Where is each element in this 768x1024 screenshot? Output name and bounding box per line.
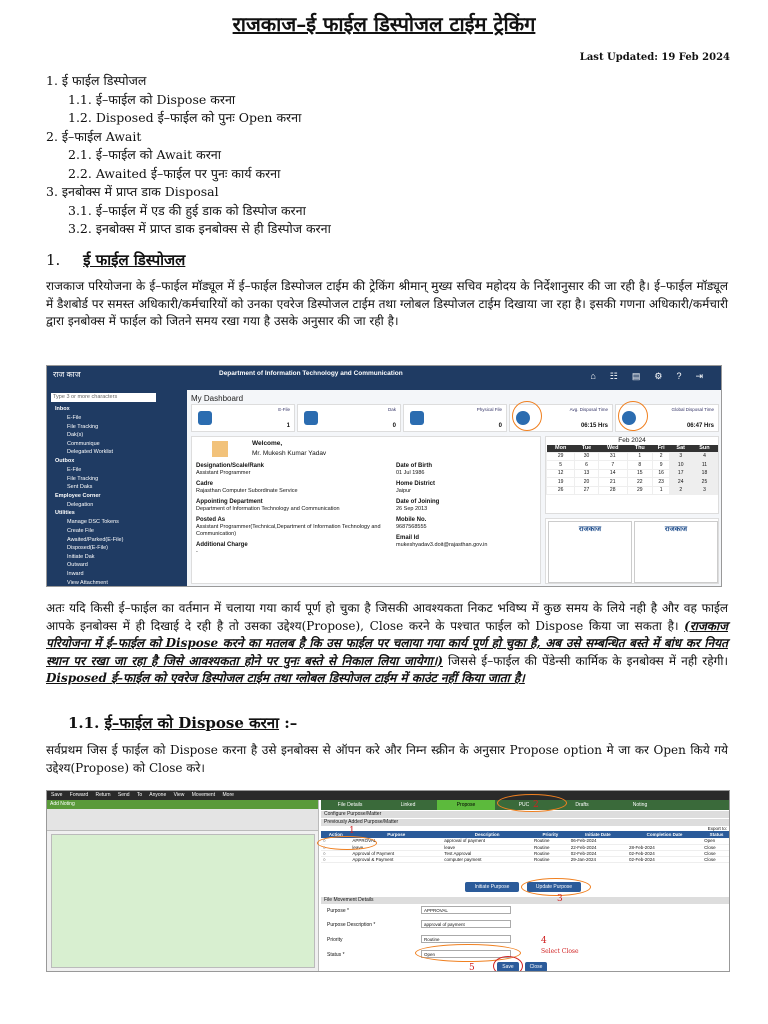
- posted-as-value: Assistant Programmer(Technical,Department of Information Technology and Communication): [196, 524, 381, 537]
- description-label: Purpose Description *: [327, 922, 376, 928]
- sidebar-item[interactable]: File Tracking: [67, 423, 99, 430]
- toc-item[interactable]: 1.1. ई–फाईल को Dispose करना: [68, 91, 236, 107]
- table-cell: leave: [350, 844, 442, 850]
- tab-drafts[interactable]: Drafts: [575, 802, 589, 808]
- calendar-day[interactable]: 28: [598, 486, 627, 495]
- calendar-day[interactable]: 9: [652, 461, 670, 470]
- table-of-contents: [46, 72, 331, 239]
- additional-charge-value: -: [196, 549, 198, 555]
- export-label: Export to:: [707, 826, 727, 831]
- purpose-col-header: Purpose: [350, 831, 442, 838]
- table-cell: Routine: [532, 838, 569, 844]
- table-cell: 06-Feb-2024: [569, 838, 627, 844]
- doj-value: 26 Sep 2013: [396, 506, 428, 512]
- dashboard-screenshot: [46, 365, 722, 587]
- description-input[interactable]: approval of payment: [421, 920, 511, 928]
- gear-icon[interactable]: ⚙: [654, 371, 677, 381]
- sidebar-item[interactable]: Disposed(E-File): [67, 545, 108, 552]
- step-number-5: 5: [469, 963, 475, 972]
- table-cell: Test Approval: [442, 850, 532, 856]
- card-label: Global Disposal Time: [671, 407, 714, 412]
- toc-item[interactable]: 3.2. इनबोक्स में प्राप्त डाक इनबोक्स से ही डिस्पोज करना: [68, 221, 331, 236]
- table-cell: 02-Feb-2024: [627, 856, 702, 862]
- save-button[interactable]: Save: [497, 962, 519, 972]
- table-cell: Open: [702, 838, 730, 844]
- sidebar-item[interactable]: E-File: [67, 415, 82, 421]
- home-district-value: Jaipur: [396, 488, 411, 494]
- row-radio[interactable]: ○: [321, 838, 350, 844]
- para2-text-c: जिससे ई–फाईल की पेंडेन्सी कार्मिक के इनबोक्स में नही रहेगी।: [442, 653, 728, 668]
- select-close-note: Select Close: [541, 948, 579, 955]
- purpose-input[interactable]: APPROVAL: [421, 906, 511, 914]
- calendar-day-header: Wed: [598, 445, 627, 452]
- calendar-day[interactable]: 1: [652, 486, 670, 495]
- sidebar-item[interactable]: Communique: [67, 440, 100, 447]
- sidebar-item[interactable]: Delegated Worklist: [67, 449, 114, 456]
- card-label: Physical File: [476, 407, 502, 412]
- toc-item[interactable]: 2.2. Awaited ई–फाईल पर पुनः कार्य करना: [68, 165, 281, 181]
- additional-charge-label: Additional Charge: [196, 542, 248, 548]
- section-1-paragraph: राजकाज परियोजना के ई–फाईल मॉड्यूल में ई–फाईल डिस्पोजल टाईम की ट्रेकिंग श्रीमान् मुख्य सचिव महोदय के निर्देशानुसार की जा रही है। ई–फाईल मॉड्यूल में डैशबोर्ड पर समस्त अधिकारी/कर्मचारियों को उनका एवरेज डिस्पोजल टाईम तथा ग्लोबल डिस्पोजल टाईम दिखाया जा रहा है। इसकी गणना अधिकारी/कर्मचारी द्वारा इनबोक्स में फाईल को जितने समय रखा गया है उसके अनुसार की जा रही है।: [46, 279, 728, 328]
- calendar-widget: [545, 436, 719, 514]
- calendar-grid: [546, 445, 718, 495]
- sidebar-group[interactable]: Utilities: [55, 510, 75, 517]
- rajkaj-tile[interactable]: राजकाज: [548, 521, 632, 583]
- table-cell: 02-Feb-2024: [627, 850, 702, 856]
- last-updated: Last Updated: 19 Feb 2024: [579, 52, 730, 63]
- sidebar-group[interactable]: Inbox: [55, 406, 70, 412]
- para2-text-a: अतः यदि किसी ई–फाईल का वर्तमान में चलाया गया कार्य पूर्ण हो चुका है जिसकी आवश्यकता निकट भविष्य में कुछ समय के लिये नही है और वह फाईल आपके इनबोक्स में ही दिखाई दे रही है तो उसका उद्देश्य(Propose), Close करने के पश्चात फाईल को Dispose किया जा सकता है।: [46, 601, 728, 633]
- calendar-day-header: Sat: [670, 445, 691, 452]
- purpose-col-header: Initiate Date: [569, 831, 627, 838]
- sidebar-item[interactable]: Dak(s): [67, 432, 84, 439]
- calendar-day[interactable]: 2: [670, 486, 691, 495]
- calendar-day[interactable]: 20: [575, 478, 598, 487]
- calendar-day[interactable]: 17: [670, 469, 691, 478]
- propose-screenshot: [46, 790, 730, 972]
- sidebar-item[interactable]: View Attachment: [67, 579, 108, 586]
- appointing-dept-label: Appointing Department: [196, 499, 263, 505]
- dashboard-title: My Dashboard: [191, 394, 244, 403]
- noting-panel: [47, 800, 319, 972]
- table-cell: 29-Jan-2024: [569, 856, 627, 862]
- calendar-day[interactable]: 21: [598, 478, 627, 487]
- sidebar-item[interactable]: E-File: [67, 466, 82, 473]
- calendar-day[interactable]: 22: [627, 478, 652, 487]
- card-value: 0: [392, 423, 396, 429]
- table-cell: Close: [702, 844, 730, 850]
- users-icon[interactable]: ☷: [609, 371, 632, 381]
- calendar-day[interactable]: 16: [652, 469, 670, 478]
- sidebar-item[interactable]: Manage DSC Tokens: [67, 519, 119, 526]
- appointing-dept-value: Department of Information Technology and Communication: [196, 506, 340, 512]
- profile-panel: [191, 436, 541, 584]
- section-1-1-paragraph: सर्वप्रथम जिस ई फाईल को Dispose करना है उसे इनबोक्स से ऑपन करे और निम्न स्क्रीन के अनुसार Propose option मे जा कर Open किये गये उद्देश्य(Propose) को Close करे।: [46, 743, 728, 775]
- noting-header: Add Noting: [47, 800, 318, 809]
- card-label: Avg. Disposal Time: [569, 407, 608, 412]
- sidebar-group[interactable]: Employee Corner: [55, 492, 101, 499]
- noting-editor[interactable]: [51, 834, 315, 968]
- toc-item[interactable]: 3. इनबोक्स में प्राप्त डाक Disposal: [46, 184, 219, 199]
- calendar-day[interactable]: 24: [670, 478, 691, 487]
- card-global-disposal[interactable]: [615, 404, 719, 432]
- step-number-3: 3: [557, 894, 563, 904]
- table-cell: approval of payment: [442, 838, 532, 844]
- sidebar-item[interactable]: Outward: [67, 562, 88, 569]
- status-select[interactable]: Open: [421, 950, 511, 958]
- topbar-icons: [590, 371, 717, 382]
- para2-highlight: (राजकाज परियोजना में ई–फाईल को Dispose करने का मतलब है कि उस फाईल पर चलाया गया कार्य पूर्ण हो चुका है, अब उसे सम्बन्धित बस्ते में बांध कर नियत स्थान पर रखा जा रहा है जिसे आवश्यकता होने पर पुनः बस्ते से निकाल लिया जायेगा।): [46, 618, 728, 668]
- dashboard-main: [187, 390, 722, 587]
- posted-as-label: Posted As: [196, 517, 226, 523]
- calendar-day[interactable]: 14: [598, 469, 627, 478]
- table-cell: computer payment: [442, 856, 532, 862]
- initiate-purpose-button[interactable]: Initiate Purpose: [465, 882, 519, 892]
- calendar-day[interactable]: 10: [670, 461, 691, 470]
- section-1-heading: [46, 250, 185, 270]
- calendar-day[interactable]: 19: [547, 478, 575, 487]
- home-district-label: Home District: [396, 481, 436, 487]
- para2-note: Disposed ई–फाईल को एवरेज डिस्पोजल टाईम तथा ग्लोबल डिस्पोजल टाईम में काउंट नहीं किया जाता है।: [46, 671, 525, 685]
- calendar-day[interactable]: 8: [627, 461, 652, 470]
- file-toolbar[interactable]: Save Forward Return Send To Anyone View Movement More: [47, 791, 730, 800]
- app-tiles: [545, 518, 719, 584]
- purpose-col-header: Status: [702, 831, 730, 838]
- toc-item[interactable]: 1.2. Disposed ई–फाईल को पुनः Open करना: [68, 110, 302, 125]
- table-cell: Approval & Payment: [350, 856, 442, 862]
- table-cell: Approval of Payment: [350, 850, 442, 856]
- home-icon[interactable]: ⌂: [590, 371, 610, 381]
- purpose-col-header: Completion Date: [627, 831, 702, 838]
- tab-highlight-ring: [497, 794, 567, 812]
- calendar-day-header: Mon: [547, 445, 575, 452]
- row-radio[interactable]: ○: [321, 856, 350, 862]
- section-1-paragraph-2: [46, 600, 728, 688]
- calendar-day[interactable]: 25: [691, 478, 717, 487]
- sidebar-item[interactable]: Delegation: [67, 501, 94, 508]
- sidebar-item[interactable]: Create File: [67, 527, 94, 534]
- calendar-day[interactable]: 11: [691, 461, 717, 470]
- update-highlight-ring: [521, 878, 591, 896]
- card-physical-file[interactable]: [403, 404, 507, 432]
- calendar-day[interactable]: 4: [691, 452, 717, 461]
- update-purpose-button[interactable]: Update Purpose: [527, 882, 581, 892]
- designation-value: Assistant Programmer: [196, 470, 251, 476]
- section-title: ई फाईल डिस्पोजल: [83, 251, 186, 269]
- section-number: 1.: [46, 251, 61, 269]
- email-label: Email Id: [396, 535, 420, 541]
- section-1-1-heading: [68, 713, 297, 733]
- step-number-1: 1: [349, 826, 355, 836]
- calendar-day[interactable]: 27: [575, 486, 598, 495]
- section-suffix: :–: [278, 714, 298, 732]
- mobile-label: Mobile No.: [396, 517, 427, 523]
- previous-section: Previously Added Purpose/Matter: [321, 819, 730, 826]
- tab-propose[interactable]: Propose: [437, 800, 495, 810]
- editor-toolbar[interactable]: [47, 809, 318, 831]
- efile-icon: [198, 411, 212, 425]
- stat-cards: [191, 404, 719, 432]
- cadre-value: Rajasthan Computer Subordinate Service: [196, 488, 298, 494]
- tab-noting[interactable]: Noting: [632, 802, 648, 808]
- purpose-label: Purpose *: [327, 908, 349, 914]
- table-cell: 22-Feb-2024: [569, 844, 627, 850]
- table-cell: Close: [702, 850, 730, 856]
- stopwatch-icon: [622, 411, 636, 425]
- priority-label: Priority: [327, 937, 343, 943]
- step-number-2: 2: [533, 800, 539, 810]
- card-value: 1: [286, 423, 290, 429]
- card-avg-disposal[interactable]: [509, 404, 613, 432]
- table-cell: Routine: [532, 850, 569, 856]
- dashboard-sidebar: [47, 390, 187, 587]
- calendar-day[interactable]: 12: [547, 469, 575, 478]
- tab-linked[interactable]: Linked: [400, 802, 416, 808]
- user-name: Mr. Mukesh Kumar Yadav: [252, 450, 327, 457]
- table-cell: 02-Feb-2024: [569, 850, 627, 856]
- row-highlight-ring: [317, 836, 377, 850]
- table-cell: leave: [442, 844, 532, 850]
- folder-icon: [410, 411, 424, 425]
- logout-icon[interactable]: ⇥: [695, 371, 717, 381]
- calendar-day[interactable]: 6: [575, 461, 598, 470]
- sidebar-list: [47, 405, 187, 587]
- calendar-month: Feb 2024: [618, 437, 646, 444]
- dak-icon: [304, 411, 318, 425]
- cadre-label: Cadre: [196, 481, 214, 487]
- calendar-day[interactable]: 29: [547, 452, 575, 461]
- sidebar-item[interactable]: File Tracking: [67, 475, 99, 482]
- card-dak[interactable]: [297, 404, 401, 432]
- priority-select[interactable]: Routine: [421, 935, 511, 943]
- sidebar-item[interactable]: Initiate Dak: [67, 553, 95, 560]
- mobile-value: 9687568555: [396, 524, 427, 530]
- calendar-day[interactable]: 26: [547, 486, 575, 495]
- table-cell: Close: [702, 856, 730, 862]
- calendar-day[interactable]: 31: [598, 452, 627, 461]
- designation-label: Designation/Scale/Rank: [196, 463, 265, 469]
- calendar-day-header: Sun: [691, 445, 717, 452]
- step-number-4: 4: [541, 936, 547, 946]
- section-number: 1.1.: [68, 714, 100, 732]
- row-radio[interactable]: ○: [321, 850, 350, 856]
- purpose-col-header: Action: [321, 831, 350, 838]
- calendar-day[interactable]: 23: [652, 478, 670, 487]
- tab-file-details[interactable]: File Details: [337, 802, 363, 808]
- calendar-day-header: Fri: [652, 445, 670, 452]
- table-row[interactable]: [321, 856, 730, 862]
- toc-item[interactable]: 2.1. ई–फाईल को Await करना: [68, 147, 221, 162]
- sidebar-item[interactable]: Awaited/Parked(E-File): [67, 536, 124, 543]
- section-title: ई–फाईल को Dispose करना: [104, 714, 279, 732]
- calendar-day[interactable]: 15: [627, 469, 652, 478]
- close-button[interactable]: Close: [525, 962, 547, 972]
- calendar-day[interactable]: 5: [547, 461, 575, 470]
- doc-title: राजकाज–ई फाईल डिस्पोजल टाईम ट्रेकिंग: [232, 12, 536, 36]
- calendar-day-header: Thu: [627, 445, 652, 452]
- configure-section: Configure Purpose/Matter: [321, 811, 730, 818]
- calendar-day[interactable]: 13: [575, 469, 598, 478]
- calendar-day[interactable]: 29: [627, 486, 652, 495]
- sidebar-search-input[interactable]: Type 3 or more characters: [51, 393, 156, 402]
- toc-item[interactable]: 3.1. ई–फाईल में एड की हुई डाक को डिस्पोज करना: [68, 202, 306, 218]
- toc-item[interactable]: 2. ई–फाईल Await: [46, 128, 142, 144]
- calendar-day[interactable]: 1: [627, 452, 652, 461]
- calendar-day[interactable]: 2: [652, 452, 670, 461]
- save-highlight-ring: [493, 956, 523, 972]
- table-cell: Routine: [532, 844, 569, 850]
- avatar: [212, 441, 228, 457]
- sidebar-group[interactable]: Outbox: [55, 457, 75, 464]
- table-cell: 28-Feb-2024: [627, 844, 702, 850]
- rajkaj-logo: राज काज: [53, 370, 81, 379]
- dob-value: 01 Jul 1986: [396, 470, 425, 476]
- purpose-col-header: Description: [442, 831, 532, 838]
- movement-section: File Movement Details: [321, 897, 730, 904]
- card-value: 0: [498, 423, 502, 429]
- calendar-day[interactable]: 3: [670, 452, 691, 461]
- purpose-col-header: Priority: [532, 831, 569, 838]
- calendar-day[interactable]: 18: [691, 469, 717, 478]
- calendar-day[interactable]: 30: [575, 452, 598, 461]
- calendar-day-header: Tue: [575, 445, 598, 452]
- dashboard-dept-title: Department of Information Technology and Communication: [219, 370, 403, 377]
- card-efile[interactable]: [191, 404, 295, 432]
- table-cell: Routine: [532, 856, 569, 862]
- calendar-day[interactable]: 3: [691, 486, 717, 495]
- row-radio[interactable]: ○: [321, 844, 350, 850]
- status-label: Status *: [327, 952, 345, 958]
- table-cell: APPROVAL: [350, 838, 442, 844]
- card-value: 06:15 Hrs: [580, 423, 608, 429]
- calendar-day[interactable]: 7: [598, 461, 627, 470]
- dob-label: Date of Birth: [396, 463, 432, 469]
- email-value: mukeshyadav3.doit@rajasthan.gov.in: [396, 542, 488, 548]
- toc-item[interactable]: 1. ई फाईल डिस्पोजल: [46, 73, 147, 88]
- doc-icon[interactable]: ▤: [631, 371, 655, 381]
- rajkaj-ipr-tile[interactable]: राजकाज: [634, 521, 718, 583]
- doj-label: Date of Joining: [396, 499, 440, 505]
- sidebar-item[interactable]: Inward: [67, 570, 84, 577]
- help-icon[interactable]: ?: [676, 371, 696, 381]
- stopwatch-icon: [516, 411, 530, 425]
- card-label: Dak: [387, 407, 396, 412]
- dashboard-topbar: [47, 366, 722, 390]
- welcome-text: Welcome,: [252, 440, 283, 447]
- purpose-table: [321, 831, 730, 863]
- card-value: 06:47 Hrs: [686, 423, 714, 429]
- card-label: E-File: [278, 407, 290, 412]
- propose-panel: [321, 800, 730, 972]
- tab-puc[interactable]: PUC: [518, 802, 530, 808]
- sidebar-item[interactable]: Sent Daks: [67, 484, 93, 491]
